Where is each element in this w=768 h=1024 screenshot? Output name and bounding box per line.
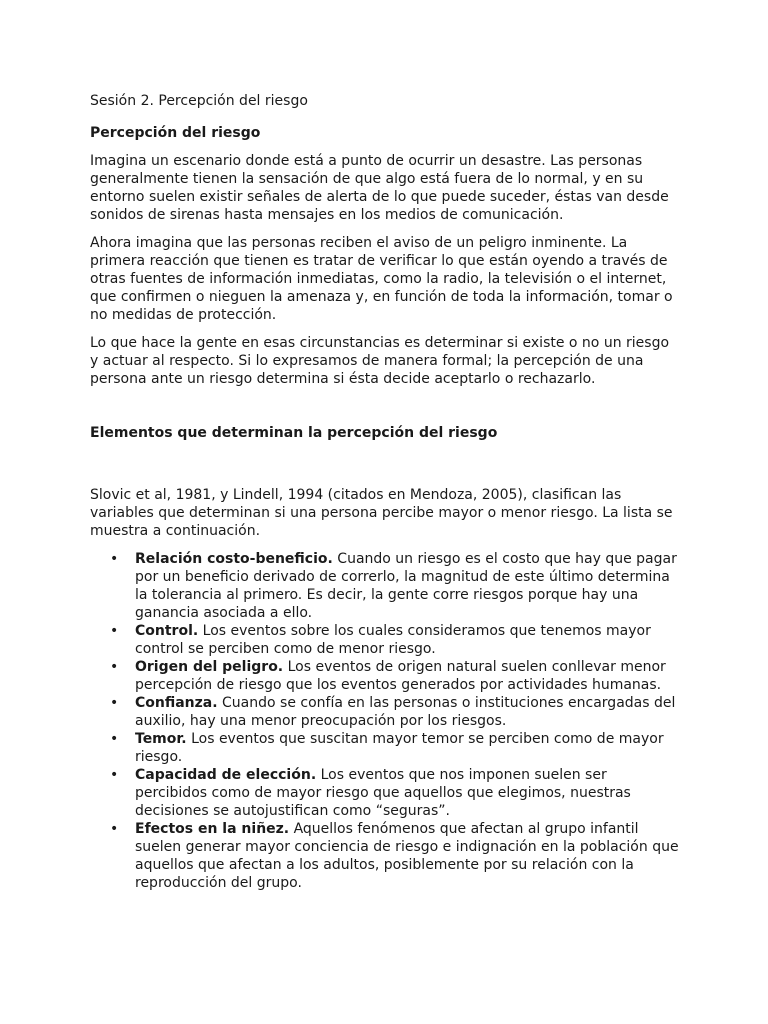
factor-term: Confianza.	[135, 695, 218, 711]
factor-term: Temor.	[135, 731, 187, 747]
bullet-icon: •	[110, 695, 119, 711]
subsection-title: Elementos que determinan la percepción del riesgo	[90, 425, 498, 441]
bullet-icon: •	[110, 821, 119, 837]
bullet-icon: •	[110, 551, 119, 567]
factor-text: Los eventos que suscitan mayor temor se perciben como de mayor riesgo.	[135, 731, 664, 765]
factor-text: Los eventos de origen natural suelen conllevar menor percepción de riesgo que los eventos generados por actividades humanas.	[135, 659, 666, 693]
paragraph-definition: Lo que hace la gente en esas circunstancias es determinar si existe o no un riesgo y actuar al respecto. Si lo expresamos de manera formal; la percepción de una persona ante un riesgo determina si ésta decide aceptarlo o rechazarlo.	[90, 335, 670, 387]
list-item	[110, 820, 680, 892]
factor-text: Cuando un riesgo es el costo que hay que pagar por un beneficio derivado de correrlo, la magnitud de este último determina la tolerancia al primero. Es decir, la gente corre riesgos porque hay una ganancia asociada a ello.	[135, 551, 677, 621]
factor-term: Control.	[135, 623, 199, 639]
bullet-icon: •	[110, 731, 119, 747]
list-item	[110, 766, 680, 820]
factor-text: Cuando se confía en las personas o instituciones encargadas del auxilio, hay una menor preocupación por los riesgos.	[135, 695, 676, 729]
section-title: Percepción del riesgo	[90, 125, 261, 141]
list-item	[110, 550, 680, 622]
factor-term: Origen del peligro.	[135, 659, 284, 675]
factor-term: Capacidad de elección.	[135, 767, 317, 783]
factor-text: Los eventos sobre los cuales consideramos que tenemos mayor control se perciben como de menor riesgo.	[135, 623, 651, 657]
bullet-icon: •	[110, 623, 119, 639]
factor-text: Aquellos fenómenos que afectan al grupo infantil suelen generar mayor conciencia de riesgo e indignación en la población que aquellos que afectan a los adultos, posiblemente por su relación con la reproducción del grupo.	[135, 821, 679, 891]
session-title: Sesión 2. Percepción del riesgo	[90, 93, 308, 109]
factor-term: Relación costo-beneficio.	[135, 551, 333, 567]
list-item	[110, 730, 680, 766]
bullet-icon: •	[110, 659, 119, 675]
paragraph-scenario: Imagina un escenario donde está a punto de ocurrir un desastre. Las personas generalmente tienen la sensación de que algo está fuera de lo normal, y en su entorno suelen existir señales de alerta de lo que puede suceder, éstas van desde sonidos de sirenas hasta mensajes en los medios de comunicación.	[90, 153, 669, 223]
paragraph-warning: Ahora imagina que las personas reciben el aviso de un peligro inminente. La primera reacción que tienen es tratar de verificar lo que están oyendo a través de otras fuentes de información inmediatas, como la radio, la televisión o el internet, que confirmen o nieguen la amenaza y, en función de toda la información, tomar o no medidas de protección.	[90, 235, 673, 323]
list-item	[110, 694, 680, 730]
paragraph-intro: Slovic et al, 1981, y Lindell, 1994 (citados en Mendoza, 2005), clasifican las variables que determinan si una persona percibe mayor o menor riesgo. La lista se muestra a continuación.	[90, 487, 673, 539]
factor-text: Los eventos que nos imponen suelen ser percibidos como de mayor riesgo que aquellos que elegimos, nuestras decisiones se autojustifican como “seguras”.	[135, 767, 631, 819]
list-item	[110, 622, 680, 658]
bullet-icon: •	[110, 767, 119, 783]
factor-list	[90, 550, 680, 892]
factor-term: Efectos en la niñez.	[135, 821, 290, 837]
document-page	[90, 92, 680, 892]
list-item	[110, 658, 680, 694]
